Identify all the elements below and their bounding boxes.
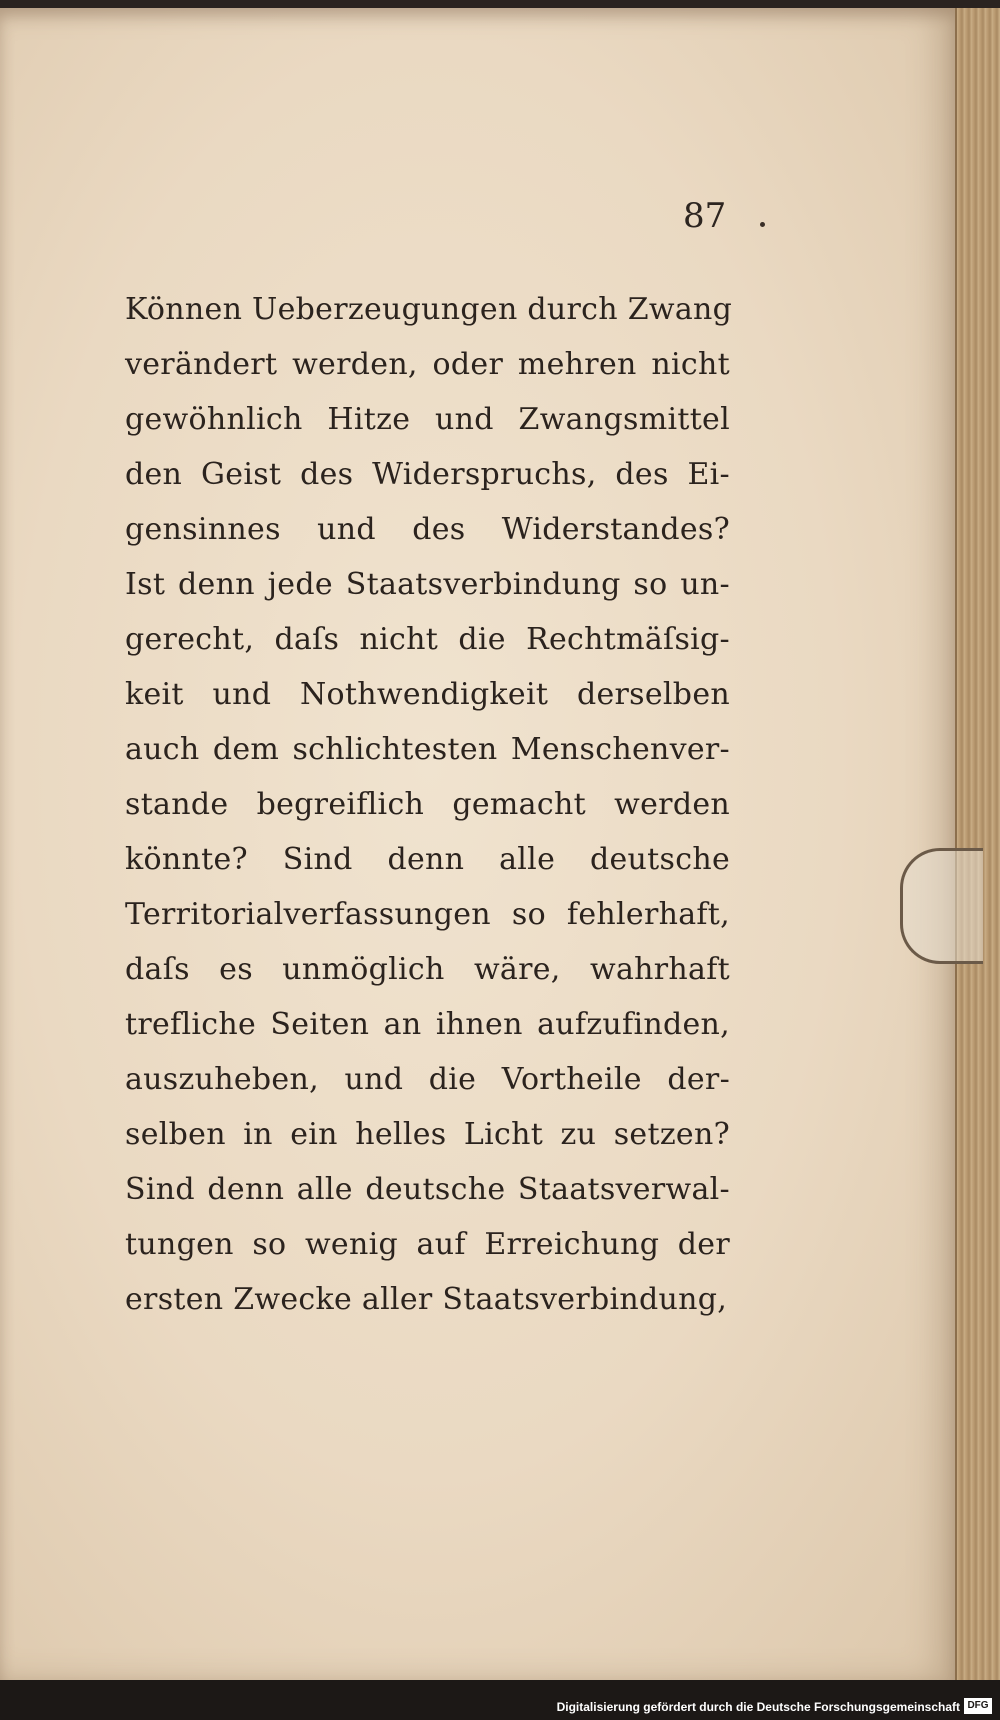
- text-line: Ist denn jede Staatsverbindung so un-: [125, 567, 730, 602]
- text-line: gensinnes und des Widerstandes?: [125, 512, 730, 547]
- footer-credit: Digitalisierung gefördert durch die Deutsche Forschungsgemeinschaft: [556, 1700, 960, 1714]
- text-line: trefliche Seiten an ihnen aufzufinden,: [125, 1007, 730, 1042]
- text-line: könnte? Sind denn alle deutsche: [125, 842, 730, 877]
- text-line: selben in ein helles Licht zu setzen?: [125, 1117, 730, 1152]
- text-line: tungen so wenig auf Erreichung der: [125, 1227, 730, 1262]
- text-line: auszuheben, und die Vortheile der-: [125, 1062, 730, 1097]
- body-text: [125, 282, 733, 1327]
- text-line: den Geist des Widerspruchs, des Ei-: [125, 457, 730, 492]
- text-line: gewöhnlich Hitze und Zwangsmittel: [125, 402, 730, 437]
- text-line: ersten Zwecke aller Staatsverbindung,: [125, 1282, 728, 1317]
- text-line: Territorialverfassungen so fehlerhaft,: [125, 897, 730, 932]
- text-line: verändert werden, oder mehren nicht: [125, 347, 730, 382]
- text-line: Sind denn alle deutsche Staatsverwal-: [125, 1172, 730, 1207]
- page-clip-tab: [900, 848, 983, 964]
- page-stack-edge: [955, 8, 1000, 1680]
- text-line: auch dem schlichtesten Menschenver-: [125, 732, 730, 767]
- dfg-logo: DFG: [964, 1698, 992, 1714]
- text-line: Können Ueberzeugungen durch Zwang: [125, 292, 733, 327]
- page-number: 87: [683, 196, 727, 236]
- ink-dot: [760, 222, 765, 227]
- text-line: gerecht, daſs nicht die Rechtmäſsig-: [125, 622, 730, 657]
- text-line: keit und Nothwendigkeit derselben: [125, 677, 730, 712]
- text-line: stande begreiflich gemacht werden: [125, 787, 730, 822]
- text-line: daſs es unmöglich wäre, wahrhaft: [125, 952, 730, 987]
